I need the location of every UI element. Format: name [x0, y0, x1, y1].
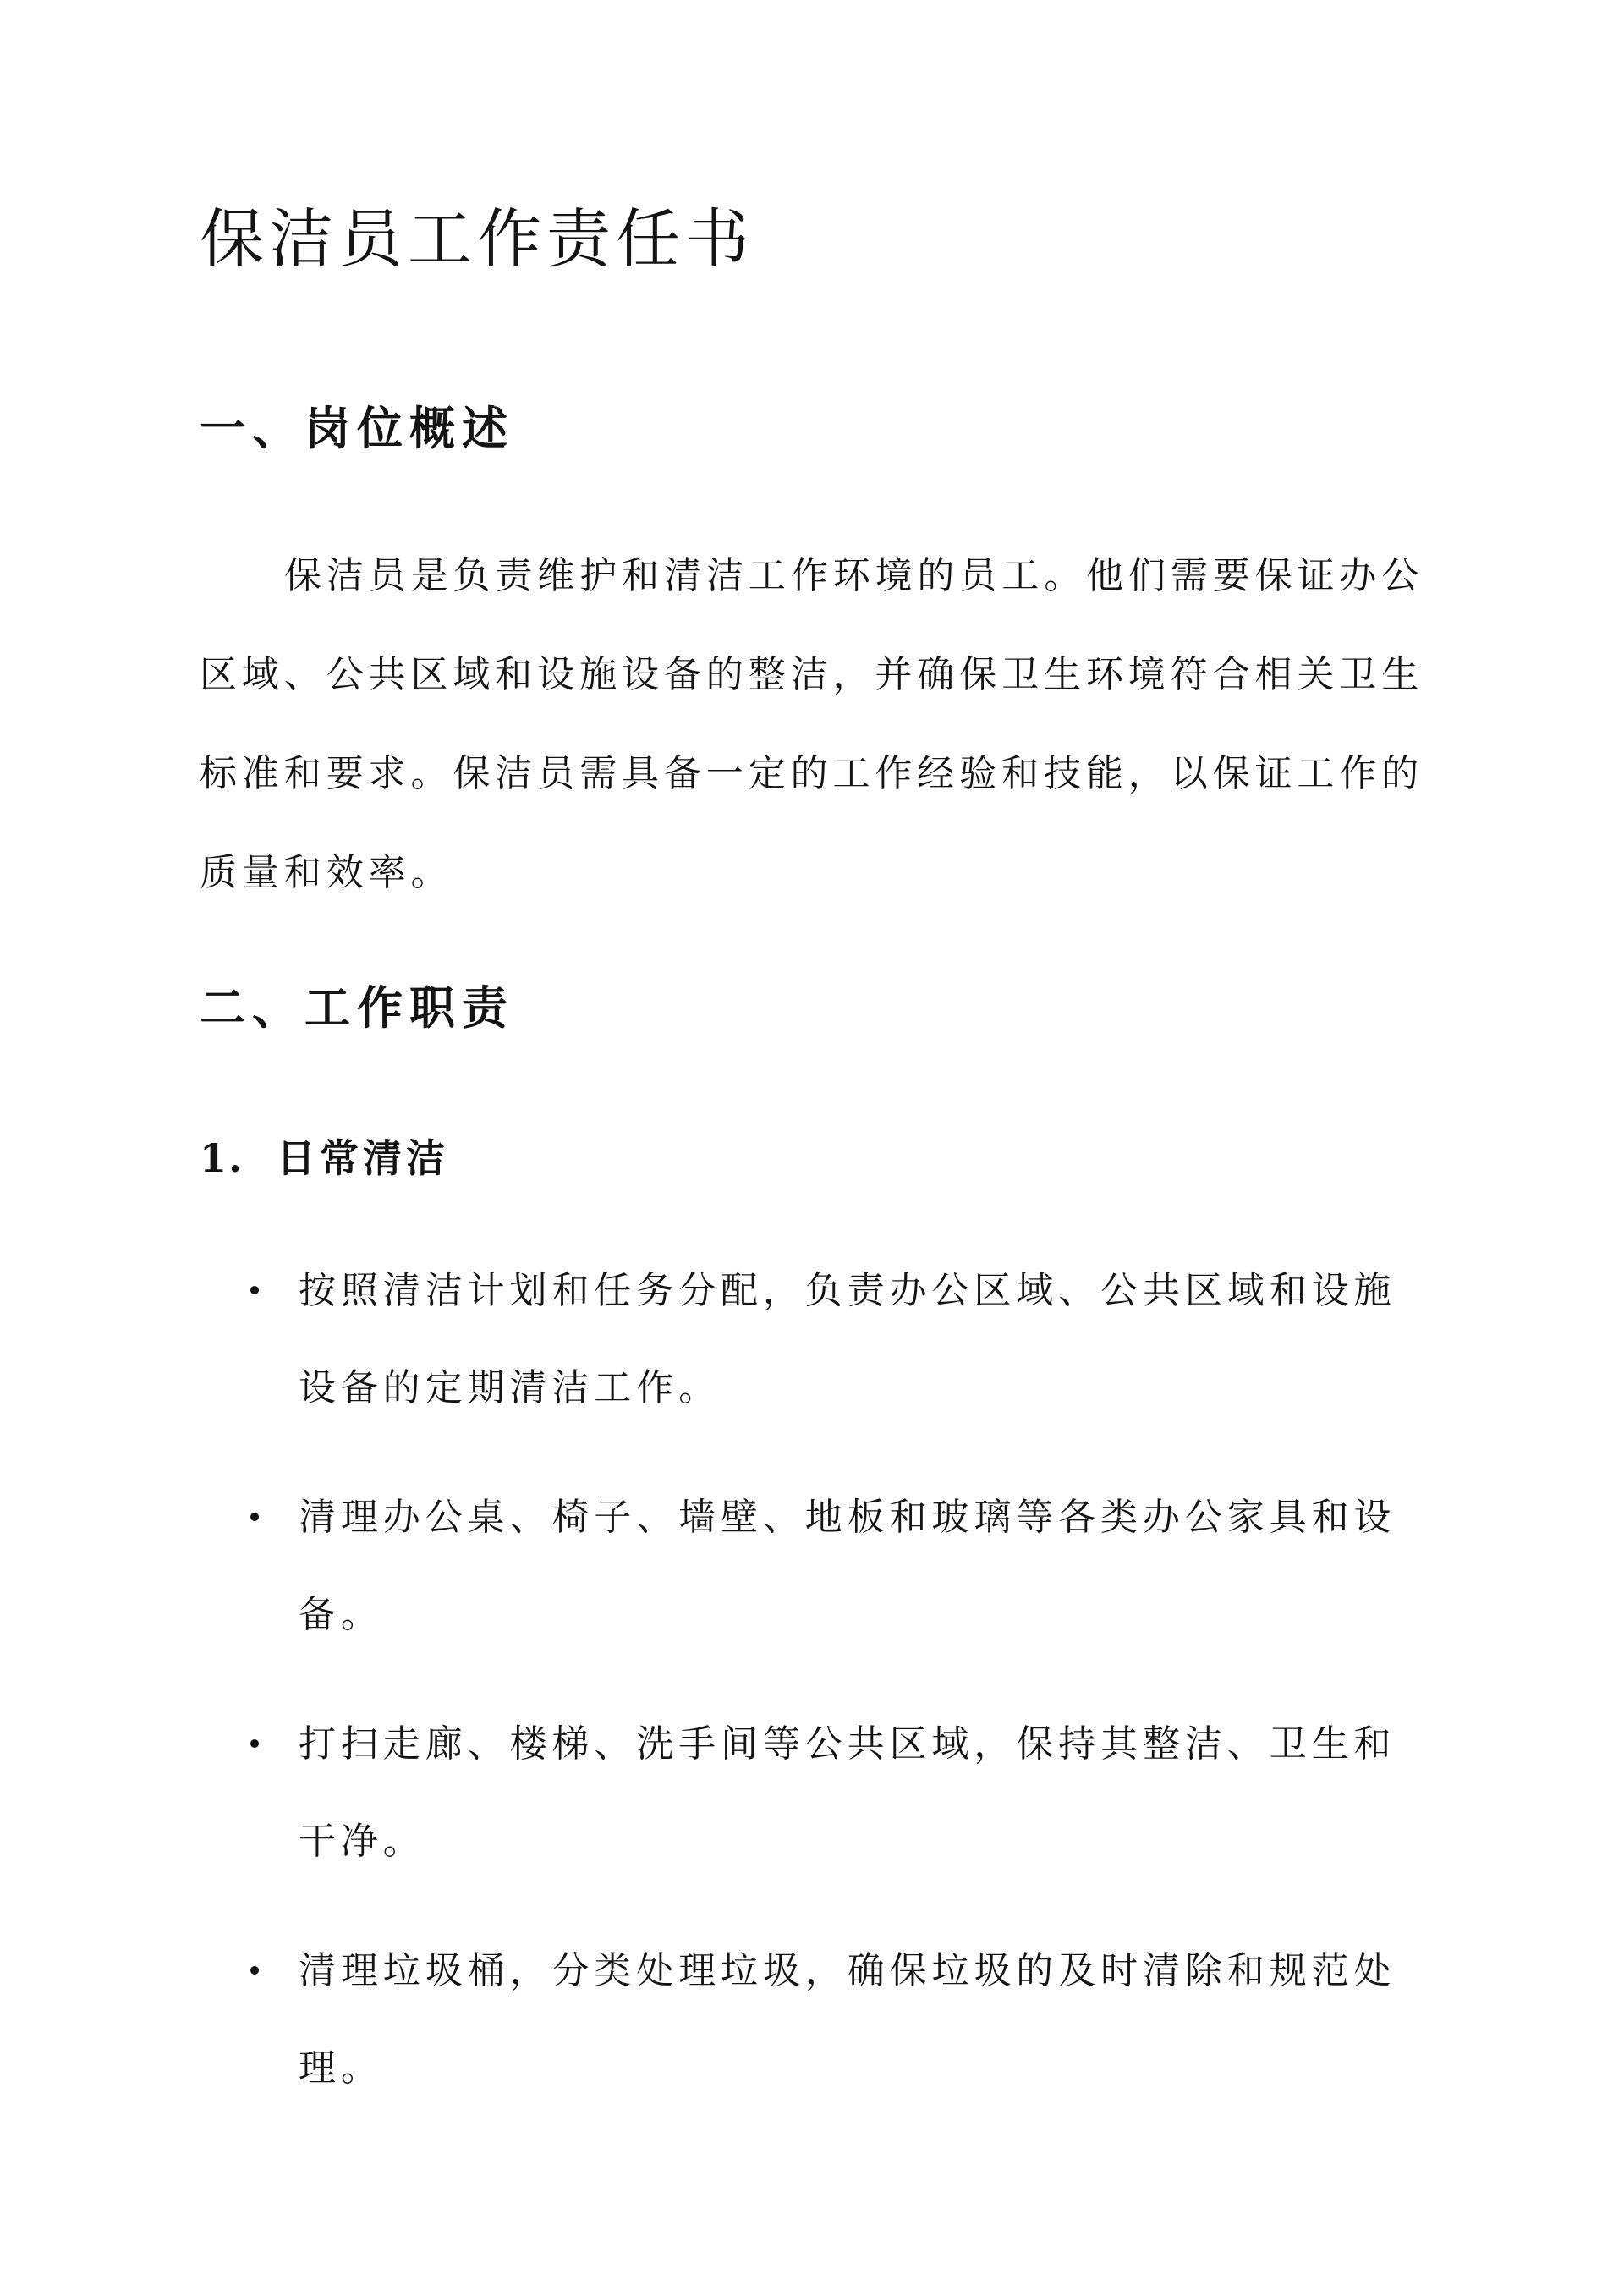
subsection-heading	[200, 1129, 1435, 1188]
list-item	[200, 1922, 1435, 2117]
bullet-dot-icon	[250, 1739, 259, 1748]
duties-bullet-list	[200, 1242, 1435, 2117]
subsection-title: 日常清洁	[277, 1135, 449, 1181]
bullet-line: 清理垃圾桶，分类处理垃圾，确保垃圾的及时清除和规范处	[299, 1948, 1396, 1992]
bullet-dot-icon	[250, 1286, 259, 1294]
document-body	[200, 197, 1435, 2117]
overview-paragraph	[200, 526, 1435, 922]
bullet-line: 设备的定期清洁工作。	[299, 1365, 721, 1409]
section-heading-overview: 一、岗位概述	[200, 401, 514, 455]
list-item	[200, 1469, 1435, 1663]
bullet-line: 理。	[299, 2046, 383, 2090]
bullet-dot-icon	[250, 1513, 259, 1521]
bullet-dot-icon	[250, 1966, 259, 1975]
bullet-line: 备。	[299, 1592, 383, 1636]
paragraph-line: 标准和要求。保洁员需具备一定的工作经验和技能，以保证工作的	[200, 751, 1424, 795]
paragraph-line: 质量和效率。	[200, 850, 453, 894]
paragraph-line: 区域、公共区域和设施设备的整洁，并确保卫生环境符合相关卫生	[200, 652, 1424, 696]
list-item	[200, 1242, 1435, 1436]
bullet-line: 打扫走廊、楼梯、洗手间等公共区域，保持其整洁、卫生和	[299, 1722, 1396, 1766]
bullet-line: 按照清洁计划和任务分配，负责办公区域、公共区域和设施	[299, 1268, 1396, 1312]
section-heading-duties: 二、工作职责	[200, 980, 514, 1035]
paragraph-line: 保洁员是负责维护和清洁工作环境的员工。他们需要保证办公	[284, 553, 1424, 597]
bullet-line: 清理办公桌、椅子、墙壁、地板和玻璃等各类办公家具和设	[299, 1495, 1396, 1539]
subsection-number: 1.	[200, 1135, 244, 1181]
list-item	[200, 1695, 1435, 1890]
document-title: 保洁员工作责任书	[200, 201, 754, 277]
bullet-line: 干净。	[299, 1819, 425, 1863]
